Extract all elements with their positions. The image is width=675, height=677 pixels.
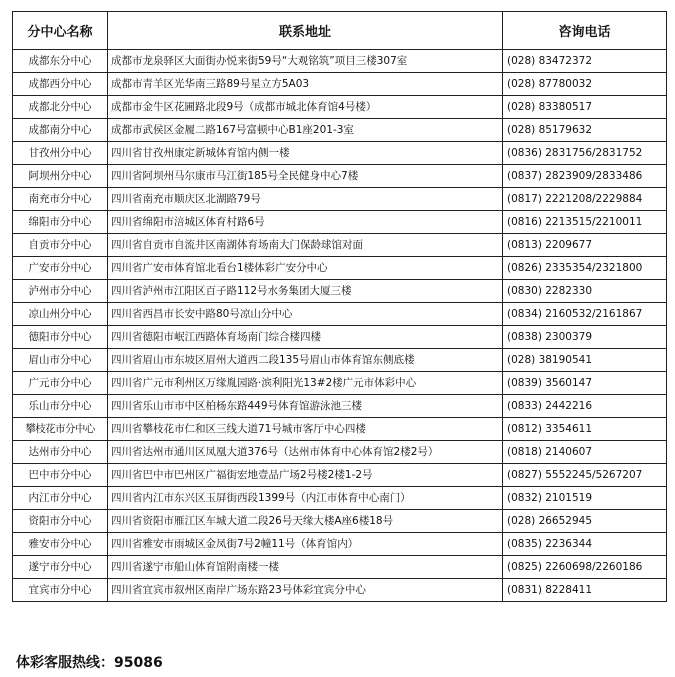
address-cell: 四川省西昌市长安中路80号凉山分中心	[108, 303, 503, 326]
hotline-label: 体彩客服热线：	[16, 655, 114, 671]
phone-cell: (0812) 3354611	[503, 418, 667, 441]
phone-cell: (028) 38190541	[503, 349, 667, 372]
phone-cell: (0835) 2236344	[503, 533, 667, 556]
phone-cell: (0832) 2101519	[503, 487, 667, 510]
branch-name-cell: 甘孜州分中心	[13, 142, 108, 165]
address-cell: 成都市金牛区花圃路北段9号（成都市城北体育馆4号楼）	[108, 96, 503, 119]
branch-name-cell: 攀枝花市分中心	[13, 418, 108, 441]
branch-name-cell: 阿坝州分中心	[13, 165, 108, 188]
branch-name-cell: 成都西分中心	[13, 73, 108, 96]
table-row	[13, 579, 667, 602]
phone-cell: (0838) 2300379	[503, 326, 667, 349]
branch-name-cell: 泸州市分中心	[13, 280, 108, 303]
hotline-number: 95086	[114, 655, 163, 671]
table-body	[13, 50, 667, 602]
phone-cell: (0831) 8228411	[503, 579, 667, 602]
branch-name-cell: 眉山市分中心	[13, 349, 108, 372]
phone-cell: (0833) 2442216	[503, 395, 667, 418]
header-branch-name: 分中心名称	[13, 12, 108, 50]
branch-name-cell: 凉山州分中心	[13, 303, 108, 326]
address-cell: 四川省南充市顺庆区北湖路79号	[108, 188, 503, 211]
address-cell: 四川省德阳市岷江西路体育场南门综合楼四楼	[108, 326, 503, 349]
table-header-row	[13, 12, 667, 50]
address-cell: 成都市青羊区光华南三路89号星立方5A03	[108, 73, 503, 96]
phone-cell: (0825) 2260698/2260186	[503, 556, 667, 579]
branch-name-cell: 成都南分中心	[13, 119, 108, 142]
phone-cell: (028) 26652945	[503, 510, 667, 533]
phone-cell: (028) 83380517	[503, 96, 667, 119]
table-row	[13, 326, 667, 349]
table-row	[13, 96, 667, 119]
phone-cell: (028) 85179632	[503, 119, 667, 142]
phone-cell: (0817) 2221208/2229884	[503, 188, 667, 211]
table-row	[13, 73, 667, 96]
phone-cell: (0839) 3560147	[503, 372, 667, 395]
address-cell: 四川省绵阳市涪城区体育村路6号	[108, 211, 503, 234]
branch-name-cell: 广安市分中心	[13, 257, 108, 280]
table-row	[13, 464, 667, 487]
address-cell: 四川省攀枝花市仁和区三线大道71号城市客厅中心四楼	[108, 418, 503, 441]
table-row	[13, 303, 667, 326]
table-row	[13, 487, 667, 510]
address-cell: 四川省遂宁市船山体育馆附南楼一楼	[108, 556, 503, 579]
phone-cell: (0830) 2282330	[503, 280, 667, 303]
table-row	[13, 533, 667, 556]
address-cell: 四川省自贡市自流井区南湖体育场南大门保龄球馆对面	[108, 234, 503, 257]
branch-name-cell: 巴中市分中心	[13, 464, 108, 487]
branch-name-cell: 宜宾市分中心	[13, 579, 108, 602]
address-cell: 四川省阿坝州马尔康市马江街185号全民健身中心7楼	[108, 165, 503, 188]
address-cell: 四川省泸州市江阳区百子路112号水务集团大厦三楼	[108, 280, 503, 303]
branch-name-cell: 德阳市分中心	[13, 326, 108, 349]
header-address: 联系地址	[108, 12, 503, 50]
table-row	[13, 211, 667, 234]
table-row	[13, 257, 667, 280]
branch-name-cell: 绵阳市分中心	[13, 211, 108, 234]
table-row	[13, 50, 667, 73]
branch-name-cell: 乐山市分中心	[13, 395, 108, 418]
phone-cell: (0836) 2831756/2831752	[503, 142, 667, 165]
table-row	[13, 280, 667, 303]
address-cell: 四川省巴中市巴州区广福街宏地壹品广场2号楼2楼1-2号	[108, 464, 503, 487]
table-row	[13, 441, 667, 464]
branch-name-cell: 南充市分中心	[13, 188, 108, 211]
branch-name-cell: 成都北分中心	[13, 96, 108, 119]
address-cell: 四川省达州市通川区凤凰大道376号（达州市体育中心体育馆2楼2号）	[108, 441, 503, 464]
branch-name-cell: 内江市分中心	[13, 487, 108, 510]
address-cell: 四川省广元市利州区万缘胤园路·滨利阳光13#2楼广元市体彩中心	[108, 372, 503, 395]
table-row	[13, 349, 667, 372]
table-row	[13, 418, 667, 441]
header-phone: 咨询电话	[503, 12, 667, 50]
table-row	[13, 234, 667, 257]
branch-name-cell: 自贡市分中心	[13, 234, 108, 257]
table-row	[13, 188, 667, 211]
branch-name-cell: 广元市分中心	[13, 372, 108, 395]
table-row	[13, 165, 667, 188]
phone-cell: (0834) 2160532/2161867	[503, 303, 667, 326]
customer-hotline	[16, 652, 163, 672]
phone-cell: (0826) 2335354/2321800	[503, 257, 667, 280]
table-row	[13, 510, 667, 533]
address-cell: 四川省宜宾市叙州区南岸广场东路23号体彩宜宾分中心	[108, 579, 503, 602]
address-cell: 四川省内江市东兴区玉屏街西段1399号（内江市体育中心南门）	[108, 487, 503, 510]
address-cell: 四川省广安市体育馆北看台1楼体彩广安分中心	[108, 257, 503, 280]
table-row	[13, 119, 667, 142]
table-row	[13, 556, 667, 579]
branch-name-cell: 成都东分中心	[13, 50, 108, 73]
table-row	[13, 142, 667, 165]
phone-cell: (0818) 2140607	[503, 441, 667, 464]
address-cell: 四川省眉山市东坡区眉州大道西二段135号眉山市体育馆东侧底楼	[108, 349, 503, 372]
phone-cell: (028) 87780032	[503, 73, 667, 96]
phone-cell: (0816) 2213515/2210011	[503, 211, 667, 234]
address-cell: 四川省雅安市雨城区金凤街7号2幢11号（体育馆内）	[108, 533, 503, 556]
address-cell: 四川省甘孜州康定新城体育馆内侧一楼	[108, 142, 503, 165]
phone-cell: (0837) 2823909/2833486	[503, 165, 667, 188]
branch-name-cell: 达州市分中心	[13, 441, 108, 464]
phone-cell: (0813) 2209677	[503, 234, 667, 257]
address-cell: 成都市龙泉驿区大面街办悦来街59号“大观铭筑”项目三楼307室	[108, 50, 503, 73]
branch-contact-table	[12, 11, 667, 602]
branch-name-cell: 雅安市分中心	[13, 533, 108, 556]
phone-cell: (028) 83472372	[503, 50, 667, 73]
phone-cell: (0827) 5552245/5267207	[503, 464, 667, 487]
branch-name-cell: 资阳市分中心	[13, 510, 108, 533]
address-cell: 成都市武侯区金履二路167号富顿中心B1座201-3室	[108, 119, 503, 142]
branch-name-cell: 遂宁市分中心	[13, 556, 108, 579]
table-row	[13, 372, 667, 395]
table-row	[13, 395, 667, 418]
address-cell: 四川省资阳市雁江区车城大道二段26号天缘大楼A座6楼18号	[108, 510, 503, 533]
address-cell: 四川省乐山市市中区柏杨东路449号体育馆游泳池三楼	[108, 395, 503, 418]
